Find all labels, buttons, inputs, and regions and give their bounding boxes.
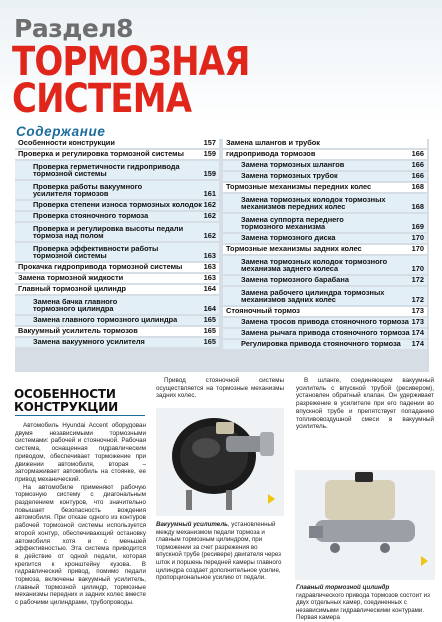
toc-entry bbox=[15, 243, 219, 262]
text-column-3-top bbox=[296, 377, 434, 431]
toc-entry bbox=[15, 327, 219, 337]
paragraph: Автомобиль Hyundai Accent оборудован двумя независимыми тормозными системами: рабочей и стояночной. Рабочая система, оснащенная гидравлическим приводом, обеспечивает торможение при движении автомобиля, вторая – затормаживает автомобиль на стоянке, ее привод механический. bbox=[15, 422, 146, 483]
master-cylinder-image bbox=[295, 470, 435, 580]
toc-entry-page: 157 bbox=[203, 138, 216, 147]
toc-entry-page: 161 bbox=[203, 189, 216, 198]
toc-entry-text: Регулировка привода стояночного тормоза bbox=[241, 339, 401, 348]
toc-entry bbox=[223, 161, 427, 171]
toc-entry bbox=[223, 172, 427, 182]
toc-entry-text: Замена бачка главного bbox=[33, 297, 118, 306]
toc-entry-page: 168 bbox=[411, 202, 424, 211]
caption-text: гидравлического привода тормозов состоит из двух отдельных камер, соединенных с независимыми гидравлическими контурами. Первая камера bbox=[296, 591, 430, 622]
vacuum-booster-image bbox=[156, 408, 284, 516]
toc-entry bbox=[15, 263, 219, 273]
toc-entry-text: Замена тормозной жидкости bbox=[18, 273, 124, 282]
toc-entry-page: 169 bbox=[411, 222, 424, 231]
toc-entry bbox=[223, 318, 427, 328]
booster-caption bbox=[156, 521, 284, 582]
toc-entry-text: Проверка и регулировка тормозной системы bbox=[18, 149, 184, 158]
toc-entry-page: 164 bbox=[203, 304, 216, 313]
toc-entry-page: 165 bbox=[203, 337, 216, 346]
toc-entry bbox=[15, 316, 219, 326]
toc-entry-page: 166 bbox=[411, 160, 424, 169]
chapter-title-line1: ТОРМОЗНАЯ bbox=[12, 38, 250, 86]
toc-entry bbox=[15, 150, 219, 160]
caption-text: , установленный между механизмом педали тормоза и главным тормозным цилиндром, при торможении за счет разрежения во впускной трубе (ресивере) двигателя через шток и поршень передней камеры главного цилиндра создает дополнительное усилие, пропорциональное усилию от педали. bbox=[156, 521, 282, 582]
toc-entry bbox=[223, 329, 427, 339]
toc-entry-page: 166 bbox=[411, 149, 424, 158]
toc-entry-text: Главный тормозной цилиндр bbox=[18, 284, 127, 293]
callout-arrow-icon bbox=[421, 556, 428, 566]
toc-entry-text: Проверка и регулировка высоты педали bbox=[33, 224, 184, 233]
booster-photo bbox=[156, 408, 284, 516]
toc-entry-text: Вакуумный усилитель тормозов bbox=[18, 326, 138, 335]
toc-entry bbox=[15, 161, 219, 180]
chapter-title-line2: СИСТЕМА bbox=[12, 75, 192, 123]
toc-entry-text: Замена тормозных трубок bbox=[241, 171, 338, 180]
toc-entry-text: Проверка стояночного тормоза bbox=[33, 211, 149, 220]
toc-entry-text: Замена главного тормозного цилиндра bbox=[33, 315, 178, 324]
toc-entry-page: 165 bbox=[203, 315, 216, 324]
section-heading-line1: ОСОБЕННОСТИ bbox=[14, 387, 116, 401]
toc-entry bbox=[223, 245, 427, 255]
toc-entry bbox=[223, 234, 427, 244]
toc-entry-text-cont: механизма заднего колеса bbox=[241, 264, 339, 273]
toc-entry-text: Замена рабочего цилиндра тормозных bbox=[241, 288, 385, 297]
section-number: Раздел8 bbox=[14, 14, 134, 43]
toc-entry-text: Тормозные механизмы задних колес bbox=[226, 244, 362, 253]
toc-entry-text: Тормозные механизмы передних колес bbox=[226, 182, 372, 191]
toc-entry-page: 174 bbox=[411, 328, 424, 337]
toc-entry bbox=[223, 307, 427, 317]
toc-entry bbox=[15, 212, 219, 222]
toc-entry-text: Проверка герметичности гидропривода bbox=[33, 162, 180, 171]
caption-title: Вакуумный усилитель bbox=[156, 521, 228, 528]
toc-entry-page: 165 bbox=[203, 326, 216, 335]
toc-entry-page: 173 bbox=[411, 317, 424, 326]
toc-entry-text: Особенности конструкции bbox=[18, 138, 115, 147]
toc-entry-text: Замена тормозного диска bbox=[241, 233, 336, 242]
toc-entry-text-cont: тормозного механизма bbox=[241, 222, 326, 231]
toc-entry-text: Замена тормозного барабана bbox=[241, 275, 349, 284]
callout-arrow-icon bbox=[268, 494, 275, 504]
toc-entry-text: Стояночный тормоз bbox=[226, 306, 300, 315]
toc-entry bbox=[223, 214, 427, 233]
toc-entry-page: 162 bbox=[203, 231, 216, 240]
paragraph: На автомобиле применяют рабочую тормозную систему с диагональным разделением контуров, что значительно повышает безопасность вождения автомобиля. При отказе одного из контуров рабочей тормозной системы используется второй контур, обеспечивающий остановку автомобиля хотя и с меньшей эффективностью. Эта система приводится в действие от одной педали, которая крепится к кронштейну кузова. В гидравлический привод, помимо педали тормоза, включены вакуумный усилитель, главный тормозной цилиндр, тормозные механизмы передних и задних колес вместе с рабочими цилиндрами, трубопроводы. bbox=[15, 483, 146, 607]
toc-entry-page: 173 bbox=[411, 306, 424, 315]
toc-entry bbox=[15, 201, 219, 211]
text-column-1 bbox=[15, 422, 146, 607]
toc-entry bbox=[15, 285, 219, 295]
toc-entry-text: гидропривода тормозов bbox=[226, 149, 316, 158]
toc-entry-text-cont: тормозного цилиндра bbox=[33, 304, 114, 313]
toc-entry-page: 163 bbox=[203, 262, 216, 271]
toc-entry-page: 162 bbox=[203, 200, 216, 209]
toc-entry-page: 170 bbox=[411, 244, 424, 253]
cylinder-caption bbox=[296, 584, 434, 622]
toc-entry bbox=[15, 181, 219, 200]
toc-entry-text: Замена суппорта переднего bbox=[241, 215, 344, 224]
toc-entry-page: 166 bbox=[411, 171, 424, 180]
toc-entry-page: 170 bbox=[411, 264, 424, 273]
section-heading-line2: КОНСТРУКЦИИ bbox=[14, 399, 118, 414]
toc-entry-page: 164 bbox=[203, 284, 216, 293]
text-column-2-top bbox=[156, 377, 284, 400]
toc-entry-page: 163 bbox=[203, 273, 216, 282]
toc-entry bbox=[223, 194, 427, 213]
toc-entry-text: Замена тормозных колодок тормозных bbox=[241, 195, 386, 204]
toc-entry-page: 163 bbox=[203, 251, 216, 260]
toc-entry-text-cont: тормоза над полом bbox=[33, 231, 104, 240]
toc-entry-text-cont: тормозной системы bbox=[33, 251, 107, 260]
toc-column-left bbox=[15, 139, 219, 372]
toc-entry-text: Замена тормозных колодок тормозного bbox=[241, 257, 388, 266]
toc-entry bbox=[223, 340, 427, 350]
toc-entry-text: Проверка степени износа тормозных колодок bbox=[33, 200, 202, 209]
toc-entry bbox=[223, 276, 427, 286]
section-heading bbox=[14, 388, 118, 413]
toc-entry-page: 174 bbox=[411, 339, 424, 348]
toc-entry bbox=[15, 338, 219, 348]
table-of-contents bbox=[15, 139, 429, 372]
toc-entry-page: 162 bbox=[203, 211, 216, 220]
toc-entry-text: Замена тормозных шлангов bbox=[241, 160, 345, 169]
toc-entry-text: Замена шлангов и трубок bbox=[226, 138, 320, 147]
toc-entry-page: 159 bbox=[203, 149, 216, 158]
toc-entry-text: Замена вакуумного усилителя bbox=[33, 337, 145, 346]
toc-entry-text: Прокачка гидропривода тормозной системы bbox=[18, 262, 183, 271]
toc-column-right bbox=[223, 139, 427, 372]
toc-entry bbox=[15, 274, 219, 284]
toc-entry bbox=[223, 150, 427, 160]
toc-entry-text-cont: усилителя тормозов bbox=[33, 189, 109, 198]
toc-entry bbox=[15, 223, 219, 242]
contents-heading: Содержание bbox=[16, 124, 106, 139]
caption-title: Главный тормозной цилиндр bbox=[296, 584, 390, 591]
toc-entry-text-cont: механизмов передних колес bbox=[241, 202, 346, 211]
toc-entry bbox=[223, 183, 427, 193]
section-rule bbox=[15, 415, 145, 416]
toc-entry-text: Проверка работы вакуумного bbox=[33, 182, 143, 191]
paragraph: Привод стояночной системы осуществляется на тормозные механизмы задних колес. bbox=[156, 377, 284, 400]
toc-entry bbox=[223, 256, 427, 275]
toc-entry-page: 172 bbox=[411, 295, 424, 304]
toc-entry bbox=[15, 139, 219, 149]
toc-entry bbox=[15, 296, 219, 315]
toc-entry-text: Проверка эффективности работы bbox=[33, 244, 159, 253]
toc-entry-page: 168 bbox=[411, 182, 424, 191]
toc-entry-text: Замена рычага привода стояночного тормоза bbox=[241, 328, 410, 337]
toc-entry bbox=[223, 139, 427, 149]
toc-entry-text-cont: тормозной системы bbox=[33, 169, 107, 178]
toc-entry-page: 159 bbox=[203, 169, 216, 178]
toc-entry-page: 170 bbox=[411, 233, 424, 242]
toc-entry bbox=[223, 287, 427, 306]
toc-entry-text: Замена тросов привода стояночного тормоза bbox=[241, 317, 409, 326]
cylinder-photo bbox=[295, 470, 435, 580]
toc-entry-text-cont: механизмов задних колес bbox=[241, 295, 336, 304]
paragraph: В шланге, соединяющем вакуумный усилитель с впускной трубой (ресивером), установлен обратный клапан. Он удерживает разрежение в усилителе при его падении во впускной трубе и препятствует попаданию топливовоздушной смеси в вакуумный усилитель. bbox=[296, 377, 434, 431]
toc-entry-page: 172 bbox=[411, 275, 424, 284]
